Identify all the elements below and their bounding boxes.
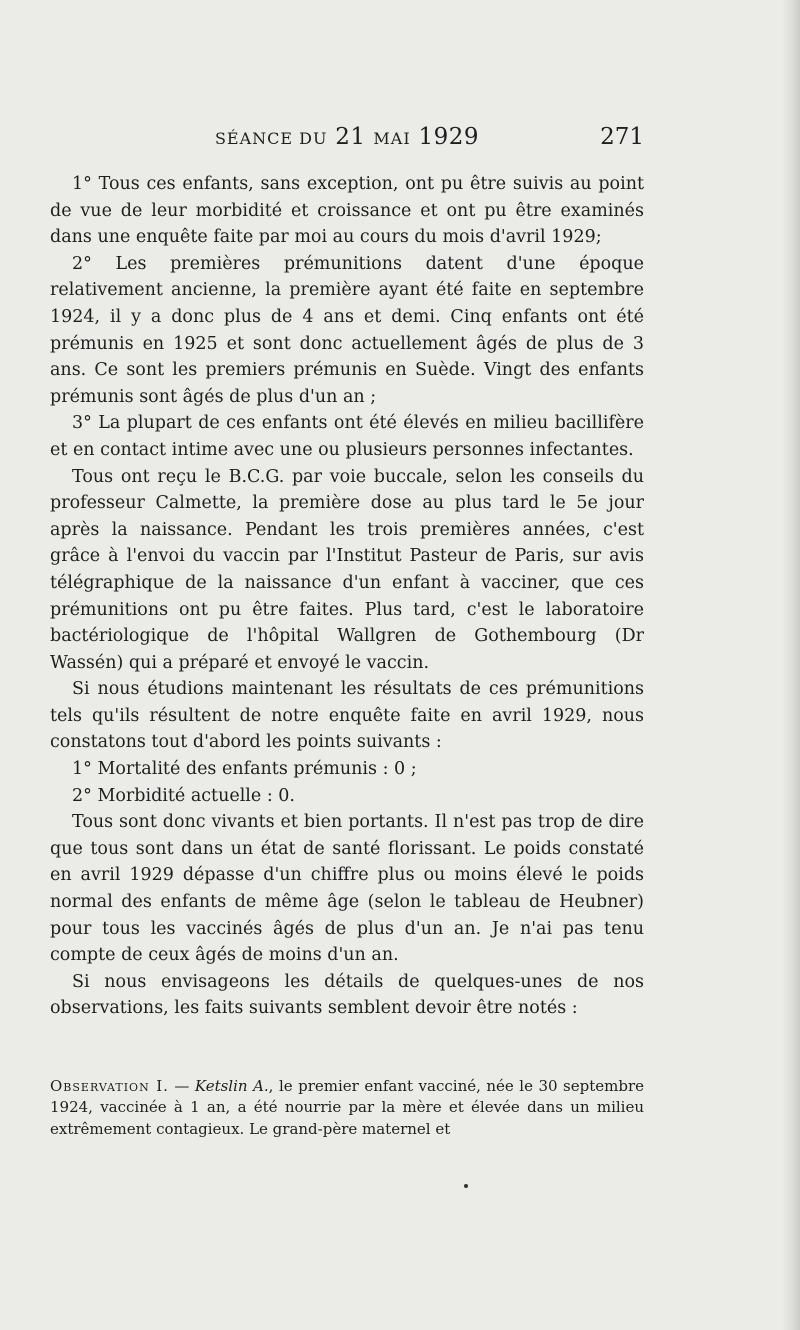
paragraph-point-1-followup: 1° Tous ces enfants, sans exception, ont pu être suivis au point de vue de leur morbidité et croissance et ont pu être examinés dans une enquête faite par moi au cours du mois d'avril 1929;: [50, 174, 644, 248]
body-text: [50, 171, 644, 1022]
page-edge-shadow: [782, 0, 800, 1330]
running-head-year: 1929: [418, 124, 480, 150]
paragraph-mortality: 1° Mortalité des enfants prémunis : 0 ;: [72, 759, 417, 780]
stray-ink-dot: [464, 1184, 468, 1188]
page-number: 271: [600, 124, 644, 150]
paragraph-bcg-administration: Tous ont reçu le B.C.G. par voie buccale, selon les conseils du professeur Calmette, la première dose au plus tard le 5e jour après la naissance. Pendant les trois premières années, c'est grâce à l'envoi du vaccin par l'Institut Pasteur de Paris, sur avis télégraphique de la naissance d'un enfant à vacciner, que ces prémunitions ont pu être faites. Plus tard, c'est le laboratoire bactériologique de l'hôpital Wallgren de Gothembourg (Dr Wassén) qui a préparé et envoyé le vaccin.: [50, 466, 644, 673]
paragraph-observations-intro: Si nous envisageons les détails de quelques-unes de nos observations, les faits suivants semblent devoir être notés :: [50, 971, 644, 1019]
running-head-month: MAI: [373, 129, 411, 148]
running-head-day: 21: [335, 124, 366, 150]
observation-note: [50, 1076, 644, 1140]
observation-dash: —: [168, 1077, 195, 1095]
paragraph-point-2-dates: 2° Les premières prémunitions datent d'une époque relativement ancienne, la première ayant été faite en septembre 1924, il y a donc plus de 4 ans et demi. Cinq enfants ont été prémunis en 1925 et sont donc actuellement âgés de plus de 3 ans. Ce sont les premiers prémunis en Suède. Vingt des enfants prémunis sont âgés de plus d'un an ;: [50, 253, 644, 407]
observation-text: , le premier enfant vacciné, née le 30 septembre 1924, vaccinée à 1 an, a été nourrie par la mère et élevée dans un milieu extrêmement contagieux. Le grand-père maternel et: [50, 1077, 644, 1138]
page-header: [50, 124, 644, 154]
observation-patient: Ketslin A.: [194, 1077, 269, 1095]
running-head: [50, 124, 644, 150]
paragraph-health-status: Tous sont donc vivants et bien portants. Il n'est pas trop de dire que tous sont dans un état de santé florissant. Le poids constaté en avril 1929 dépasse d'un chiffre plus ou moins élevé le poids normal des enfants de même âge (selon le tableau de Heubner) pour tous les vaccinés âgés de plus d'un an. Je n'ai pas tenu compte de ceux âgés de moins d'un an.: [50, 812, 644, 966]
running-head-prefix: SÉANCE DU: [214, 129, 328, 148]
observation-label: Observation I.: [50, 1077, 169, 1095]
paragraph-results-intro: Si nous étudions maintenant les résultats de ces prémunitions tels qu'ils résultent de notre enquête faite en avril 1929, nous constatons tout d'abord les points suivants :: [50, 679, 644, 753]
paragraph-point-3-environment: 3° La plupart de ces enfants ont été élevés en milieu bacillifère et en contact intime avec une ou plusieurs personnes infectantes.: [50, 413, 644, 460]
paragraph-morbidity: 2° Morbidité actuelle : 0.: [72, 785, 295, 806]
